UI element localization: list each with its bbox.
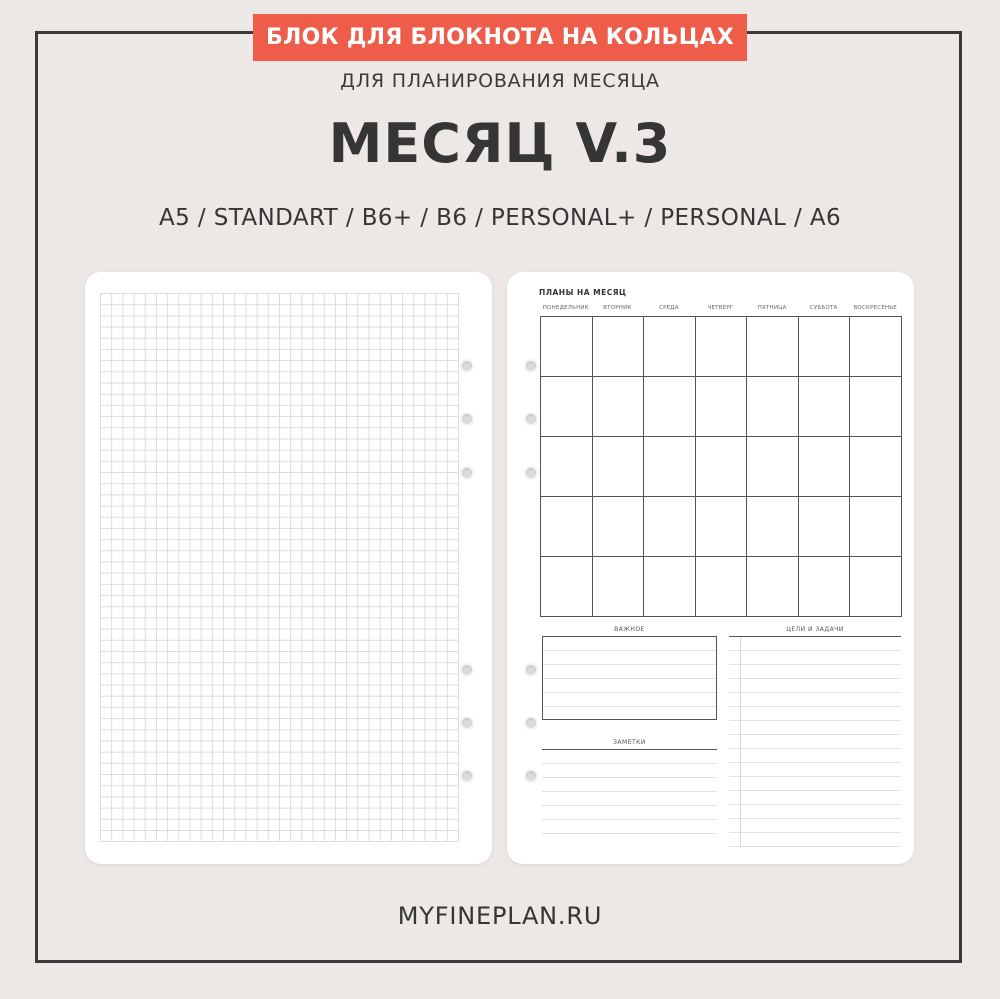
calendar-grid	[540, 316, 902, 617]
left-page	[85, 272, 492, 864]
weekday-header	[540, 305, 901, 315]
ring-hole-icon	[524, 716, 538, 730]
formats-list: A5 / STANDART / B6+ / B6 / PERSONAL+ / PERSONAL / A6	[158, 205, 841, 231]
calendar-cell	[696, 437, 748, 497]
calendar-cell	[850, 497, 902, 557]
planner-title: ПЛАНЫ НА МЕСЯЦ	[539, 288, 627, 297]
calendar-cell	[593, 437, 645, 497]
calendar-cell	[850, 557, 902, 617]
calendar-cell	[799, 377, 851, 437]
calendar-cell	[747, 557, 799, 617]
grid-pattern	[100, 293, 459, 842]
calendar-cell	[696, 377, 748, 437]
goals-label: ЦЕЛИ И ЗАДАЧИ	[786, 626, 844, 633]
calendar-cell	[644, 497, 696, 557]
site-url: MYFINEPLAN.RU	[397, 902, 603, 930]
important-label: ВАЖНОЕ	[614, 626, 645, 633]
calendar-cell	[541, 497, 593, 557]
calendar-cell	[696, 557, 748, 617]
calendar-cell	[593, 557, 645, 617]
weekday-label: ВТОРНИК	[603, 305, 632, 311]
calendar-cell	[696, 497, 748, 557]
calendar-cell	[541, 377, 593, 437]
calendar-cell	[644, 317, 696, 377]
calendar-cell	[747, 377, 799, 437]
weekday-label: ПОНЕДЕЛЬНИК	[542, 305, 589, 311]
right-page	[507, 272, 914, 864]
calendar-cell	[644, 557, 696, 617]
calendar-cell	[799, 437, 851, 497]
ring-hole-icon	[524, 466, 538, 480]
weekday-label: ПЯТНИЦА	[757, 305, 787, 311]
weekday-label: ВОСКРЕСЕНЬЕ	[853, 305, 897, 311]
subtitle: ДЛЯ ПЛАНИРОВАНИЯ МЕСЯЦА	[340, 70, 660, 92]
goals-lines	[729, 637, 901, 847]
ribbon-text: БЛОК ДЛЯ БЛОКНОТА НА КОЛЬЦАХ	[265, 25, 734, 50]
calendar-cell	[696, 317, 748, 377]
calendar-cell	[747, 497, 799, 557]
notes-lines	[542, 750, 717, 847]
important-box	[542, 636, 717, 720]
weekday-label: СРЕДА	[659, 305, 679, 311]
ring-hole-icon	[460, 663, 474, 677]
ring-hole-icon	[524, 663, 538, 677]
ring-hole-icon	[524, 769, 538, 783]
calendar-cell	[747, 437, 799, 497]
ring-hole-icon	[460, 716, 474, 730]
calendar-cell	[644, 437, 696, 497]
calendar-cell	[541, 317, 593, 377]
ring-hole-icon	[460, 412, 474, 426]
calendar-cell	[799, 497, 851, 557]
weekday-label: ЧЕТВЕРГ	[707, 305, 734, 311]
header-ribbon	[253, 14, 747, 61]
calendar-cell	[850, 317, 902, 377]
calendar-cell	[799, 557, 851, 617]
notes-label: ЗАМЕТКИ	[613, 739, 646, 746]
weekday-label: СУББОТА	[809, 305, 838, 311]
calendar-cell	[850, 437, 902, 497]
ring-hole-icon	[460, 466, 474, 480]
goals-margin-line	[740, 637, 741, 847]
calendar-cell	[799, 317, 851, 377]
calendar-cell	[747, 317, 799, 377]
calendar-cell	[593, 377, 645, 437]
ring-hole-icon	[524, 359, 538, 373]
calendar-cell	[541, 437, 593, 497]
calendar-cell	[850, 377, 902, 437]
calendar-cell	[541, 557, 593, 617]
ring-hole-icon	[460, 769, 474, 783]
calendar-cell	[593, 497, 645, 557]
calendar-cell	[644, 377, 696, 437]
ring-hole-icon	[524, 412, 538, 426]
calendar-cell	[593, 317, 645, 377]
product-title: МЕСЯЦ V.3	[328, 112, 672, 175]
ring-hole-icon	[460, 359, 474, 373]
